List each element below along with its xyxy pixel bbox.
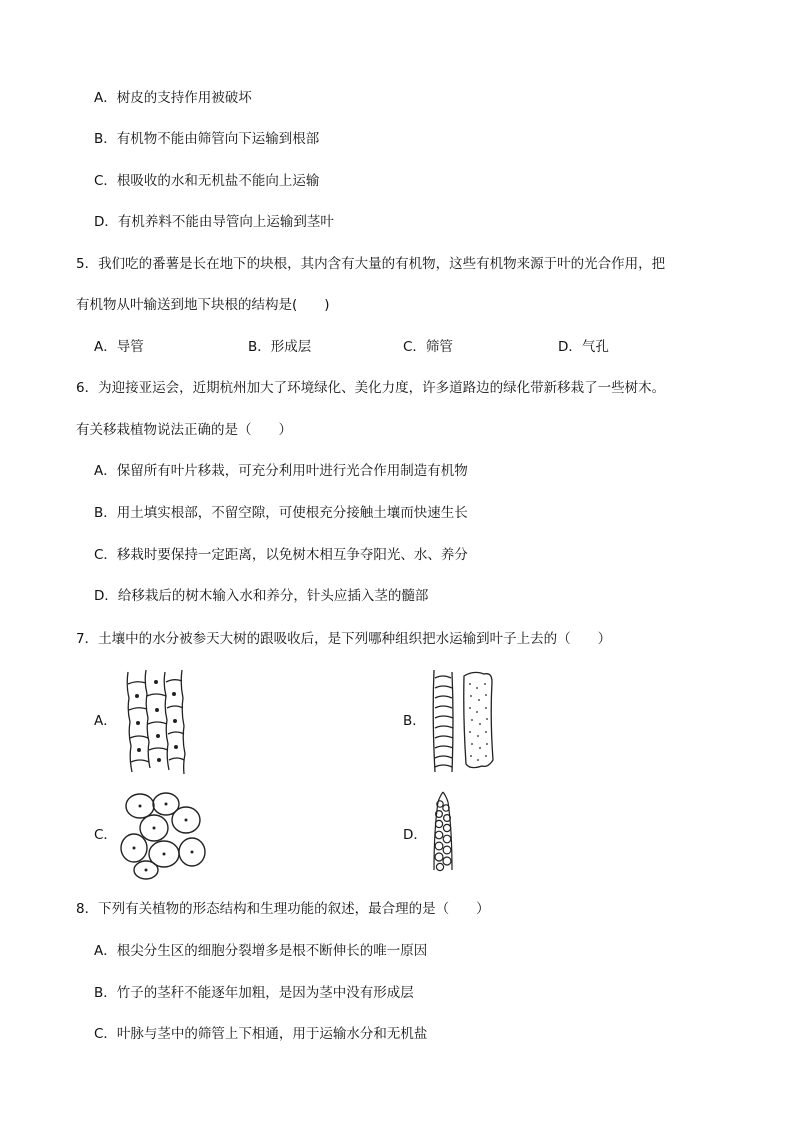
q4-option-c: C．根吸收的水和无机盐不能向上运输 [94,173,320,189]
q5-option-a: A．导管 [94,339,144,355]
q5-stem-line2: 有机物从叶输送到地下块根的结构是( ) [76,297,330,313]
q6-stem-line1: 6．为迎接亚运会，近期杭州加大了环境绿化、美化力度，许多道路边的绿化带新移栽了一些树木。 [76,380,666,396]
q7-stem: 7．土壤中的水分被参天大树的跟吸收后，是下列哪种组织把水运输到叶子上去的（ ） [76,631,612,647]
q7-image-a-epidermis-cells [122,668,188,776]
q8-option-b: B．竹子的茎秆不能逐年加粗，是因为茎中没有形成层 [94,985,414,1001]
q8-option-a: A．根尖分生区的细胞分裂增多是根不断伸长的唯一原因 [94,943,428,959]
q5-option-b: B．形成层 [248,339,312,355]
q8-stem: 8．下列有关植物的形态结构和生理功能的叙述，最合理的是（ ） [76,901,490,917]
q4-option-d: D．有机养料不能由导管向上运输到茎叶 [94,214,334,230]
q4-option-b: B．有机物不能由筛管向下运输到根部 [94,131,320,147]
q6-option-d: D．给移栽后的树木输入水和养分，针头应插入茎的髓部 [94,588,429,604]
q6-option-b: B．用土填实根部，不留空隙，可使根充分接触土壤而快速生长 [94,505,468,521]
q6-option-a: A．保留所有叶片移栽，可充分利用叶进行光合作用制造有机物 [94,463,468,479]
q7-image-b-vessel-tubes [430,668,496,774]
q8-option-c: C．叶脉与茎中的筛管上下相通，用于运输水分和无机盐 [94,1026,428,1042]
q6-option-c: C．移栽时要保持一定距离，以免树木相互争夺阳光、水、养分 [94,547,468,563]
q7-option-b-label: B． [403,713,426,729]
q5-option-d: D．气孔 [558,339,609,355]
q4-option-a: A．树皮的支持作用被破坏 [94,90,252,106]
q7-image-d-meristem-cells [430,790,456,872]
q7-option-d-label: D． [403,827,427,843]
q6-stem-line2: 有关移栽植物说法正确的是（ ） [76,422,292,438]
q7-option-a-label: A． [94,713,117,729]
q5-stem-line1: 5．我们吃的番薯是长在地下的块根，其内含有大量的有机物，这些有机物来源于叶的光合作用，把 [76,256,666,272]
q7-option-c-label: C． [94,827,117,843]
q7-image-c-round-cells [120,790,210,880]
q5-option-c: C．筛管 [403,339,453,355]
